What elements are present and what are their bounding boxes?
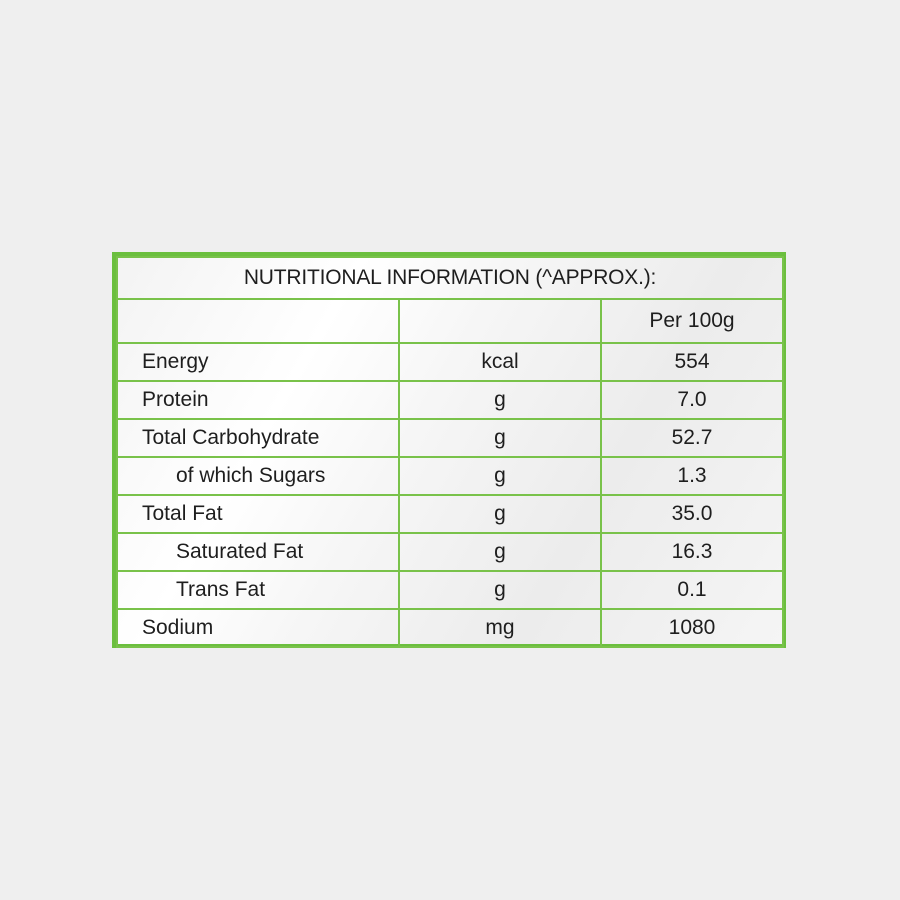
nutrient-value: 7.0 [601,381,783,419]
table-row [117,343,783,381]
nutrient-value: 52.7 [601,419,783,457]
header-per-100g: Per 100g [601,299,783,343]
header-row [117,299,783,343]
nutrient-value: 1080 [601,609,783,647]
table-row [117,533,783,571]
nutrient-name: Energy [117,343,399,381]
nutrient-name: Saturated Fat [117,533,399,571]
header-name-cell [117,299,399,343]
nutrient-unit: g [399,571,601,609]
table-row [117,457,783,495]
nutrient-name: Trans Fat [117,571,399,609]
nutrient-unit: g [399,381,601,419]
nutrient-value: 16.3 [601,533,783,571]
title-row [117,257,783,299]
nutrient-name: Protein [117,381,399,419]
nutrient-value: 35.0 [601,495,783,533]
nutrient-name: Sodium [117,609,399,647]
nutrient-name: Total Fat [117,495,399,533]
table-row [117,571,783,609]
nutrient-unit: g [399,457,601,495]
nutrient-name: of which Sugars [117,457,399,495]
nutrient-value: 0.1 [601,571,783,609]
table-row [117,419,783,457]
nutrient-unit: g [399,419,601,457]
nutrition-label-panel [112,252,786,648]
table-row [117,609,783,647]
nutrition-table [116,256,784,648]
table-row [117,495,783,533]
nutrient-name: Total Carbohydrate [117,419,399,457]
nutrient-value: 554 [601,343,783,381]
header-unit-cell [399,299,601,343]
nutrient-value: 1.3 [601,457,783,495]
nutrient-unit: kcal [399,343,601,381]
nutrient-unit: g [399,495,601,533]
table-title: NUTRITIONAL INFORMATION (^APPROX.): [117,257,783,299]
table-row [117,381,783,419]
nutrient-unit: g [399,533,601,571]
nutrient-unit: mg [399,609,601,647]
